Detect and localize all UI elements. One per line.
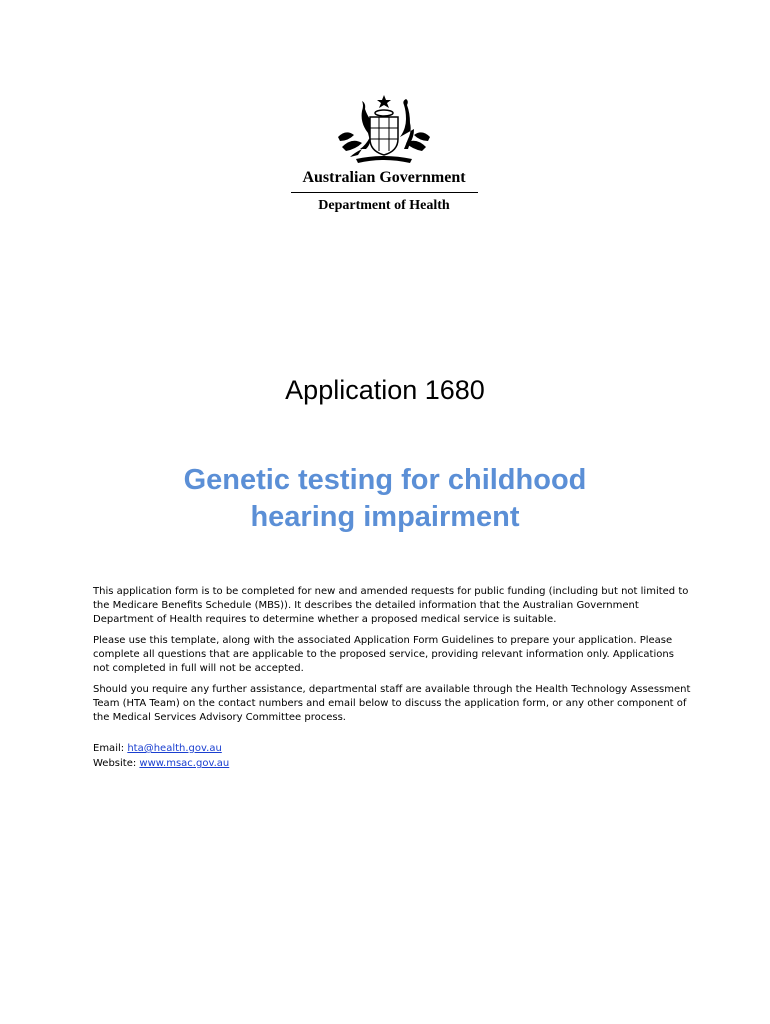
header-divider: [291, 192, 478, 193]
email-link[interactable]: hta@health.gov.au: [127, 743, 222, 754]
department-name: Department of Health: [318, 198, 450, 213]
application-title-line-1: Genetic testing for childhood: [183, 464, 587, 496]
application-title: [120, 462, 650, 536]
application-number: Application 1680: [285, 375, 485, 405]
government-name: Australian Government: [302, 169, 466, 186]
instruction-paragraph: This application form is to be completed for new and amended requests for public funding (including but not limited to the Medicare Benefits Schedule (MBS)). It describes the detailed information that the Australian Government Department of Health requires to determine whether a proposed medical service is suitable.: [93, 586, 689, 625]
instructions: [93, 585, 693, 771]
email-row: [93, 741, 693, 756]
instruction-paragraph: Please use this template, along with the associated Application Form Guidelines to prepare your application. Please complete all questions that are applicable to the proposed service, providing relevant information only. Applications not completed in full will not be accepted.: [93, 635, 674, 674]
coat-of-arms-logo: [332, 93, 436, 165]
crest-icon: [332, 93, 436, 165]
contact-details: [93, 741, 693, 771]
application-title-line-2: hearing impairment: [250, 501, 520, 533]
website-label: Website:: [93, 758, 137, 769]
instruction-paragraph: Should you require any further assistance, departmental staff are available through the Health Technology Assessment Team (HTA Team) on the contact numbers and email below to discuss the application form, or any other component of the Medical Services Advisory Committee process.: [93, 684, 691, 723]
email-label: Email:: [93, 743, 125, 754]
website-row: [93, 756, 693, 771]
website-link[interactable]: www.msac.gov.au: [139, 758, 230, 769]
